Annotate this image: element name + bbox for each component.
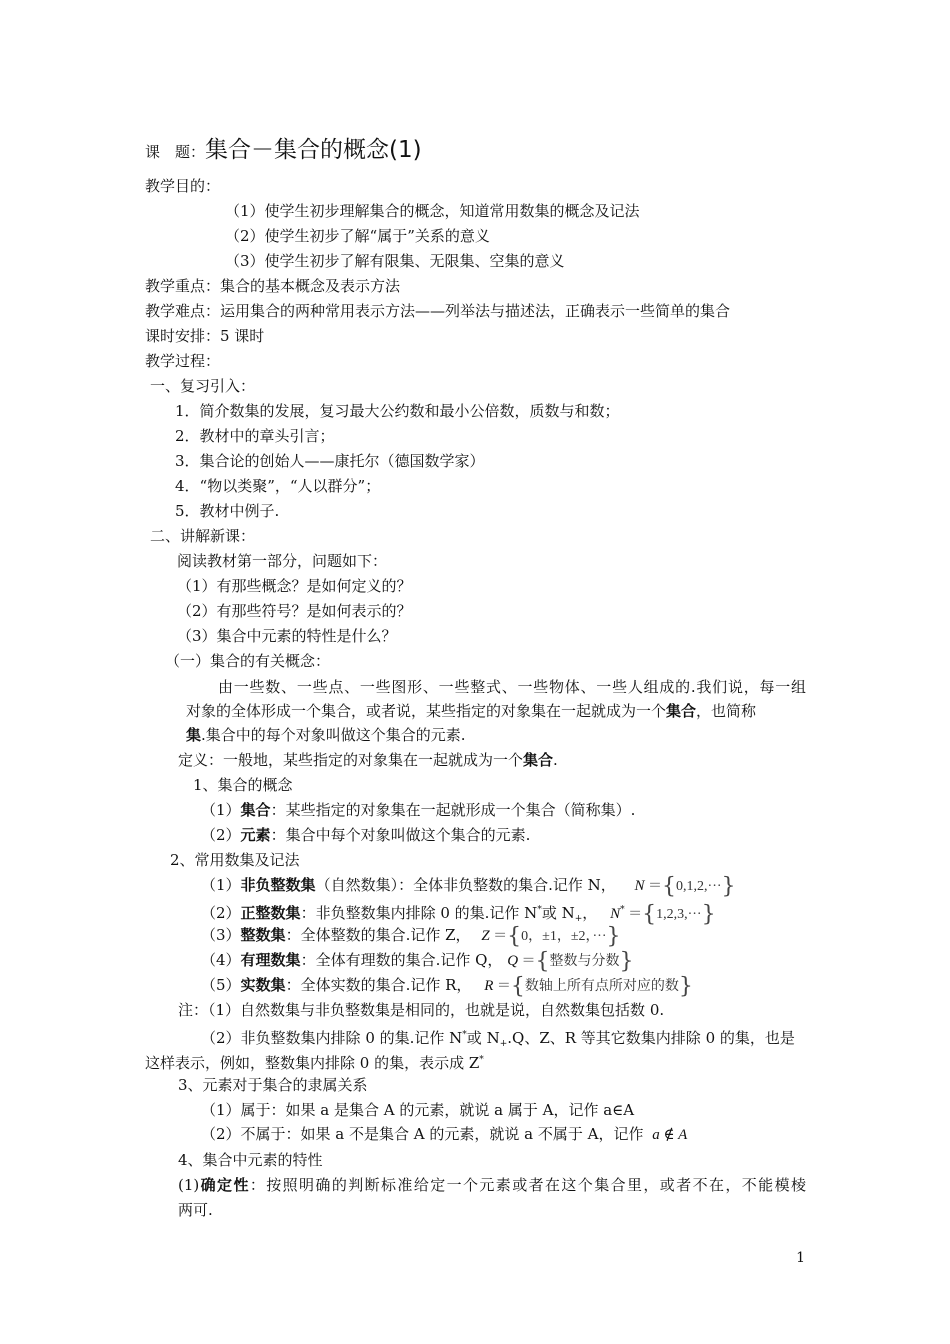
number-set-item [201,875,736,897]
item-term: 有理数集 [240,951,301,969]
question-item: （1）有那些概念？是如何定义的？ [177,577,412,595]
question-item: （3）集合中元素的特性是什么？ [177,627,397,645]
property-continuation: 两可. [178,1201,213,1219]
concept-paragraph-line [186,725,466,745]
new-lesson-heading: 二、讲解新课： [150,527,256,545]
item-text: ， [582,904,598,922]
concept-item [201,800,635,820]
page-number: 1 [796,1250,805,1266]
concept-paragraph-line [186,701,756,721]
section-heading: 2、常用数集及记法 [170,851,300,869]
concept-paragraph-line: 由一些数、一些点、一些图形、一些整式、一些物体、一些人组成的.我们说，每一组 [218,678,806,696]
superscript: * [620,905,625,915]
subscript: + [574,914,583,924]
review-item: 4．“物以类聚”，“人以群分”； [175,477,381,495]
item-text: ：非负整数集内排除 0 的集.记作 N [300,904,538,922]
objective-item: （3）使学生初步了解有限集、无限集、空集的意义 [225,252,565,270]
set-contents: 1,2,3,··· [656,907,702,922]
note-text: 这样表示，例如，整数集内排除 0 的集，表示成 Z [145,1054,480,1072]
review-item: 2．教材中的章头引言； [175,427,335,445]
concept-text: 对象的全体形成一个集合，或者说，某些指定的对象集在一起就成为一个 [186,702,667,720]
item-prefix: （5） [201,976,241,994]
superscript: * [537,905,542,915]
item-prefix: （3） [201,926,241,944]
review-item: 5．教材中例子. [175,502,280,520]
item-term: 非负整数集 [240,876,316,894]
set-symbol: R [484,978,494,994]
note-text: .Q、Z、R 等其它数集内排除 0 的集，也是 [507,1029,795,1047]
set-symbol: Z [481,928,490,944]
concept-item [201,825,530,845]
schedule: 课时安排：5 课时 [145,327,265,345]
note-line [145,1050,484,1073]
note-line: 注：（1）自然数集与非负整数集是相同的，也就是说，自然数集包括数 0. [178,1001,665,1019]
note-text: 或 N [466,1029,500,1047]
item-text: ：集合中每个对象叫做这个集合的元素. [270,826,531,844]
definition-text: 定义：一般地，某些指定的对象集在一起就成为一个 [178,751,524,769]
item-text: （自然数集）：全体非负整数的集合.记作 N， [315,876,616,894]
concepts-heading: （一）集合的有关概念： [165,652,331,670]
process-heading: 教学过程： [145,352,221,370]
set-contents: 数轴上所有点所对应的数 [524,979,679,994]
definition-term: 集合 [523,751,554,769]
lesson-label: 课 题： [145,143,206,161]
concept-term: 集合 [666,702,697,720]
left-brace-icon: { [510,974,525,999]
question-item: （2）有那些符号？是如何表示的？ [177,602,412,620]
right-brace-icon: } [619,949,634,974]
concept-text: .集合中的每个对象叫做这个集合的元素. [201,726,466,744]
left-brace-icon: { [507,924,522,949]
number-set-item [201,975,693,997]
section-heading: 3、元素对于集合的隶属关系 [178,1076,368,1094]
key-point: 教学重点：集合的基本概念及表示方法 [145,277,401,295]
item-text: ：全体有理数的集合.记作 Q， [300,951,503,969]
number-set-item [201,925,621,947]
equals-sign: ＝ [624,907,643,922]
item-prefix: （2） [201,826,241,844]
lesson-title-row [145,136,422,166]
right-brace-icon: } [678,974,693,999]
membership-item [201,1124,687,1145]
objectives-heading: 教学目的： [145,177,221,195]
set-symbol: N [634,878,645,894]
equals-sign: ＝ [518,954,536,969]
definition [178,750,558,770]
item-term: 集合 [240,801,271,819]
item-text: ：某些指定的对象集在一起就形成一个集合（简称集）. [270,801,636,819]
subscript: + [499,1039,508,1049]
equals-sign: ＝ [644,879,663,894]
membership-text: （2）不属于：如果 a 不是集合 A 的元素，就说 a 不属于 A，记作 [201,1125,644,1143]
set-contents: 整数与分数 [549,954,620,969]
set-contents: 0，±1，±2，··· [521,929,607,944]
item-prefix: （1） [201,801,241,819]
item-term: 元素 [240,826,271,844]
left-brace-icon: { [662,874,677,899]
definition-text: . [553,751,558,769]
equals-sign: ＝ [493,979,511,994]
right-brace-icon: } [701,902,716,927]
item-prefix: (1) [178,1176,200,1194]
item-prefix: （4） [201,951,241,969]
item-prefix: （1） [201,876,241,894]
left-brace-icon: { [535,949,550,974]
not-element-of-formula: a ∉ A [652,1127,688,1143]
section-heading: 4、集合中元素的特性 [178,1151,323,1169]
difficulty: 教学难点：运用集合的两种常用表示方法——列举法与描述法，正确表示一些简单的集合 [145,302,731,320]
item-text: 或 N [541,904,575,922]
equals-sign: ＝ [489,929,508,944]
item-term: 正整数集 [240,904,301,922]
item-text: ：按照明确的判断标准给定一个元素或者在这个集合里，或者不在，不能模棱 [249,1176,806,1194]
section-heading: 1、集合的概念 [193,776,293,794]
superscript: * [479,1055,484,1065]
membership-item: （1）属于：如果 a 是集合 A 的元素，就说 a 属于 A，记作 a∈A [201,1101,635,1119]
right-brace-icon: } [721,874,736,899]
concept-text: ，也简称 [696,702,757,720]
superscript: * [462,1030,467,1040]
set-contents: 0,1,2,··· [676,879,722,894]
right-brace-icon: } [606,924,621,949]
item-term: 实数集 [240,976,286,994]
set-symbol: Q [507,953,519,969]
item-text: ：全体实数的集合.记作 R， [285,976,472,994]
left-brace-icon: { [642,902,657,927]
item-term: 整数集 [240,926,286,944]
concept-term: 集 [186,726,202,744]
review-heading: 一、复习引入： [150,377,256,395]
note-text: （2）非负整数集内排除 0 的集.记作 N [201,1029,463,1047]
set-symbol: N [610,906,621,922]
item-term: 确定性 [199,1176,250,1194]
objective-item: （1）使学生初步理解集合的概念，知道常用数集的概念及记法 [225,202,640,220]
new-lesson-intro: 阅读教材第一部分，问题如下： [177,552,388,570]
lesson-title: 集合－集合的概念(1) [205,137,422,163]
item-prefix: （2） [201,904,241,922]
item-text: ：全体整数的集合.记作 Z， [285,926,471,944]
property-item [178,1175,806,1195]
review-item: 1．简介数集的发展，复习最大公约数和最小公倍数，质数与和数； [175,402,620,420]
number-set-item [201,950,634,972]
review-item: 3．集合论的创始人——康托尔（德国数学家） [175,452,485,470]
objective-item: （2）使学生初步了解“属于”关系的意义 [225,227,490,245]
